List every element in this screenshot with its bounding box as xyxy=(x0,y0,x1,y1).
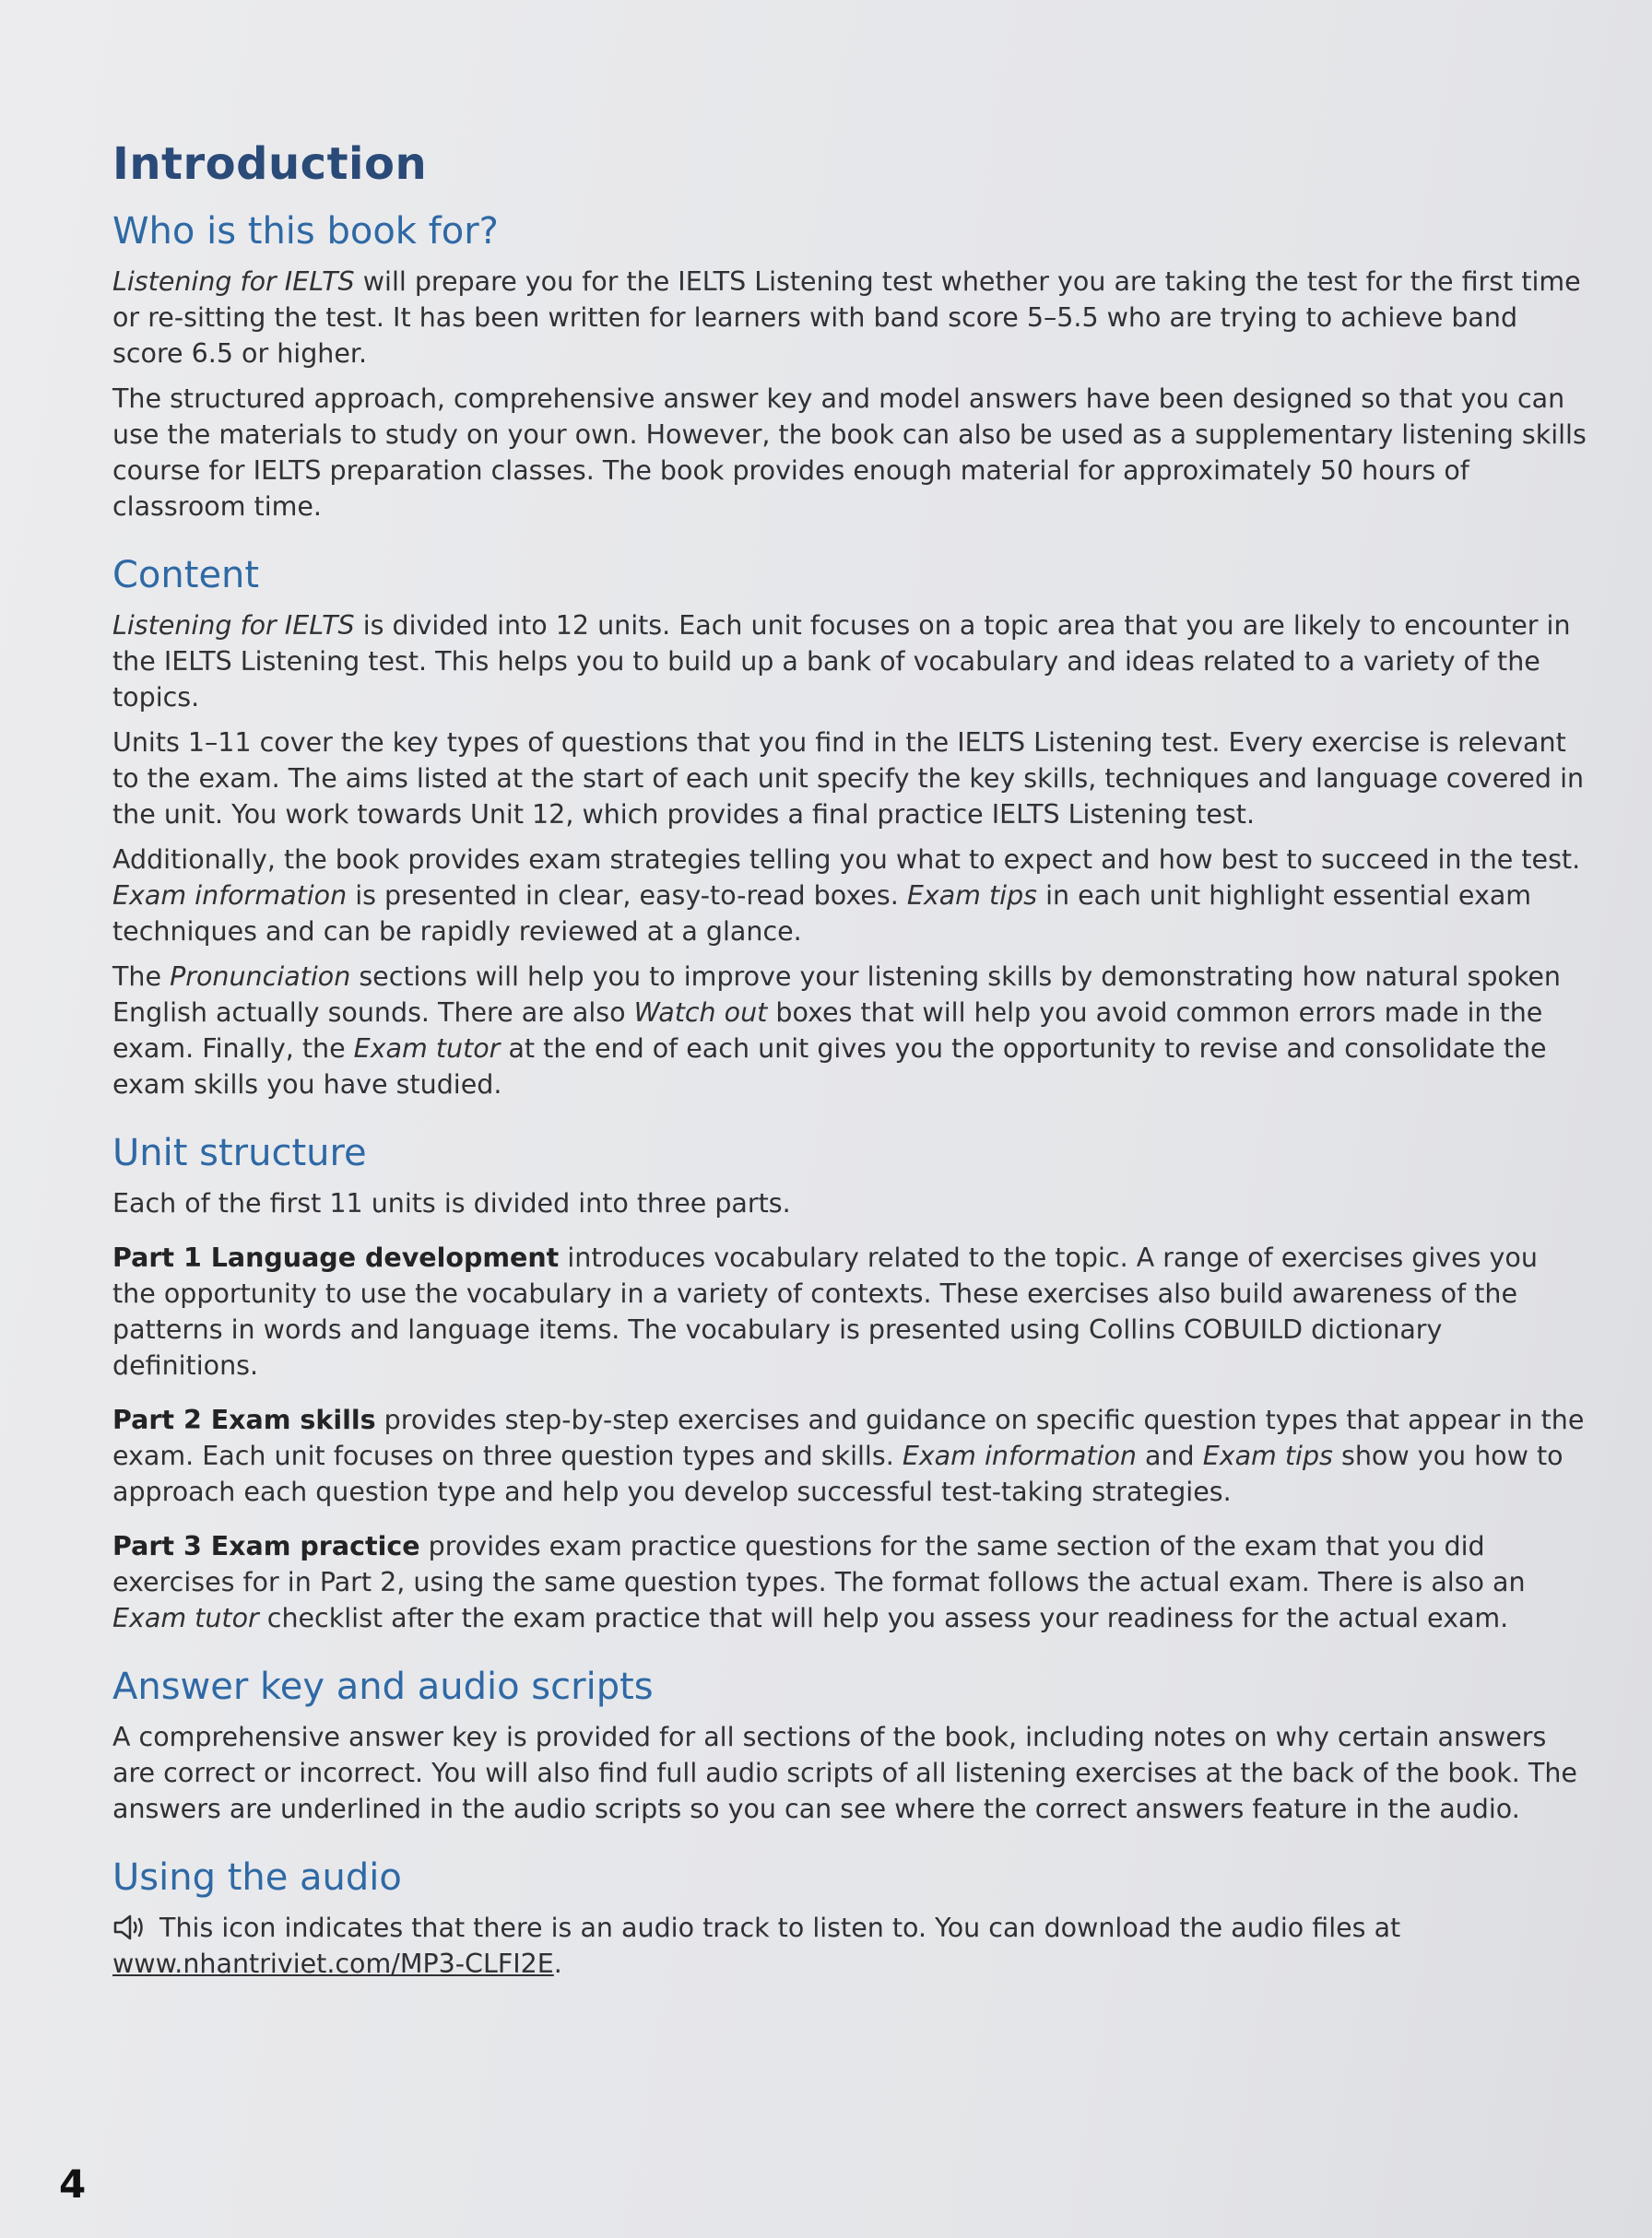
emphasis: Exam tips xyxy=(1202,1441,1333,1471)
paragraph-audio xyxy=(112,1910,1587,1982)
emphasis: Exam information xyxy=(112,880,348,911)
section-answer-key xyxy=(112,1666,1587,1827)
heading-who: Who is this book for? xyxy=(112,210,499,253)
section-who xyxy=(112,210,1587,524)
page-content xyxy=(112,138,1587,2011)
text: The xyxy=(112,961,171,992)
text: show you how to approach each question type and help you develop successful test-taking strategies. xyxy=(112,1441,1564,1507)
section-content xyxy=(112,554,1587,1102)
text: is presented in clear, easy-to-read boxes. xyxy=(347,880,907,911)
speaker-icon xyxy=(112,1914,148,1939)
paragraph-part-1 xyxy=(112,1240,1587,1384)
emphasis: Watch out xyxy=(633,997,768,1028)
heading-content: Content xyxy=(112,554,260,596)
page-title: Introduction xyxy=(112,138,428,190)
audio-download-link[interactable]: www.nhantriviet.com/MP3-CLFI2E xyxy=(112,1949,554,1979)
text: provides exam practice questions for the same section of the exam that you did exercises for in Part 2, using the same question types. The format follows the actual exam. There is also an xyxy=(112,1531,1526,1597)
text: introduces vocabulary related to the topic. A range of exercises gives you the opportunity to use the vocabulary in a variety of contexts. These exercises also build awareness of the patterns in words and language items. The vocabulary is presented using Collins COBUILD dictionary definitions. xyxy=(112,1243,1538,1381)
heading-audio: Using the audio xyxy=(112,1856,402,1899)
emphasis: Exam tutor xyxy=(112,1603,259,1633)
paragraph-content-4 xyxy=(112,959,1587,1102)
text: and xyxy=(1136,1441,1203,1471)
paragraph-part-2 xyxy=(112,1402,1587,1510)
paragraph-content-3 xyxy=(112,842,1587,949)
text: sections will help you to improve your listening skills by demonstrating how natural spoken English actually sounds. There are also xyxy=(112,961,1561,1028)
book-title: Listening for IELTS xyxy=(112,266,355,297)
paragraph-part-3 xyxy=(112,1528,1587,1636)
text: This icon indicates that there is an audio track to listen to. You can download the audio files at xyxy=(151,1913,1401,1943)
text: checklist after the exam practice that will help you assess your readiness for the actual exam. xyxy=(258,1603,1509,1633)
paragraph-who-2: The structured approach, comprehensive answer key and model answers have been designed so that you can use the materials to study on your own. However, the book can also be used as a supplementary listening skills course for IELTS preparation classes. The book provides enough material for approximately 50 hours of classroom time. xyxy=(112,383,1587,522)
paragraph-content-1 xyxy=(112,607,1587,715)
paragraph-content-2: Units 1–11 cover the key types of questions that you find in the IELTS Listening test. Every exercise is relevant to the exam. The aims listed at the start of each unit specify the key skills, techniques and language covered in the unit. You work towards Unit 12, which provides a final practice IELTS Listening test. xyxy=(112,727,1585,830)
text: . xyxy=(553,1949,562,1979)
text: at the end of each unit gives you the opportunity to revise and consolidate the exam skills you have studied. xyxy=(112,1033,1547,1100)
emphasis: Pronunciation xyxy=(170,961,351,992)
heading-unit-structure: Unit structure xyxy=(112,1132,367,1174)
part-label: Part 1 Language development xyxy=(112,1243,560,1273)
text: Additionally, the book provides exam strategies telling you what to expect and how best to succeed in the test. xyxy=(112,844,1581,875)
book-title: Listening for IELTS xyxy=(112,610,355,641)
paragraph-answer-key: A comprehensive answer key is provided for all sections of the book, including notes on why certain answers are correct or incorrect. You will also find full audio scripts of all listening exercises at the back of the book. The answers are underlined in the audio scripts so you can see where the correct answers feature in the audio. xyxy=(112,1722,1577,1824)
emphasis: Exam tutor xyxy=(353,1033,501,1064)
text: in each unit highlight essential exam techniques and can be rapidly reviewed at a glance. xyxy=(112,880,1532,947)
page-number: 4 xyxy=(59,2161,87,2207)
text: boxes that will help you avoid common errors made in the exam. Finally, the xyxy=(112,997,1543,1064)
text: will prepare you for the IELTS Listening test whether you are taking the test for the first time or re-sitting the test. It has been written for learners with band score 5–5.5 who are trying to achieve band score 6.5 or higher. xyxy=(112,266,1581,369)
heading-answer-key: Answer key and audio scripts xyxy=(112,1666,654,1708)
emphasis: Exam tips xyxy=(906,880,1038,911)
text: is divided into 12 units. Each unit focuses on a topic area that you are likely to encounter in the IELTS Listening test. This helps you to build up a bank of vocabulary and ideas related to a variety of the topics. xyxy=(112,610,1571,713)
text: provides step-by-step exercises and guidance on specific question types that appear in the exam. Each unit focuses on three question types and skills. xyxy=(112,1405,1585,1471)
section-unit-structure xyxy=(112,1132,1587,1636)
part-label: Part 3 Exam practice xyxy=(112,1531,420,1561)
paragraph-unit-intro: Each of the first 11 units is divided into three parts. xyxy=(112,1188,791,1219)
emphasis: Exam information xyxy=(902,1441,1137,1471)
paragraph-who-1 xyxy=(112,264,1587,371)
part-label: Part 2 Exam skills xyxy=(112,1405,376,1435)
section-audio xyxy=(112,1856,1587,1982)
